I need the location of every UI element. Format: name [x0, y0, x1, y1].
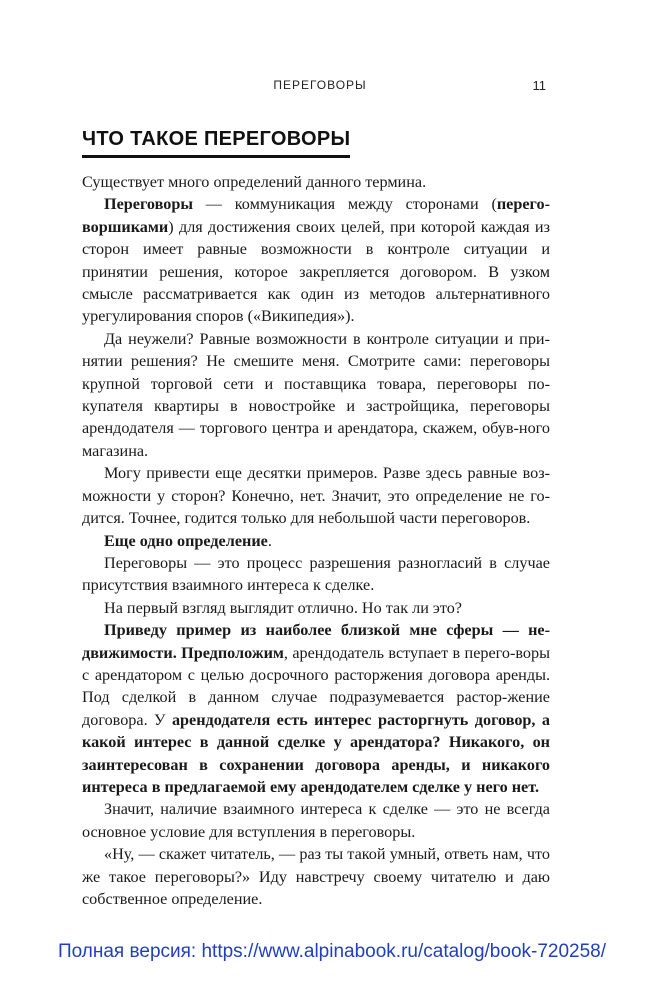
paragraph-2 [82, 193, 550, 327]
paragraph-1: Существует много определений данного термина. [82, 173, 427, 191]
paragraph-2-text-1: — коммуникация между сторонами ( [192, 195, 497, 214]
paragraph-9: Значит, наличие взаимного интереса к сделке — это не всегда основное условие для вступления в переговоры. [82, 800, 550, 841]
paragraph-2-text-2: ) для достижения своих целей, при которой каждая из сторон имеет равные возможности в контроле ситуации и принятии решения, которое закрепляется договором. В узком смысле рассматривается как один из методов альтернативного урегулирования споров («Википедия»). [82, 217, 550, 326]
paragraph-5 [82, 530, 550, 552]
page-number: 11 [532, 78, 546, 93]
paragraph-6: Переговоры — это процесс разрешения разногласий в случае присутствия взаимного интереса к сделке. [82, 553, 550, 595]
full-version-link[interactable]: Полная версия: https://www.alpinabook.ru/catalog/book-720258/ [57, 941, 607, 962]
term-negotiations: Переговоры [104, 195, 193, 214]
term-negotiators: перего-воршиками [82, 195, 550, 236]
paragraph-4: Могу привести еще десятки примеров. Разве здесь равные воз-можности у сторон? Конечно, нет. Значит, это определение не го-дится. Точнее, годится только для небольшой части переговоров. [82, 464, 550, 528]
running-head [0, 78, 664, 96]
chapter-title: ЧТО ТАКОЕ ПЕРЕГОВОРЫ [82, 127, 350, 158]
paragraph-8-bold-1: Приведу пример из наиболее близкой мне сферы — не-движимости. Предположим [82, 621, 550, 662]
paragraph-3: Да неужели? Равные возможности в контроле ситуации и при-нятии решения? Не смешите меня. Смотрите сами: переговоры крупной торговой сети и поставщика товара, переговоры по-купателя квартиры в новостройке и застройщика, переговоры арендодателя — торгового центра и арендатора, скажем, обув-ного магазина. [82, 329, 550, 460]
paragraph-8-bold-2: арендодателя есть интерес расторгнуть договор, а какой интерес в данной сделке у арендатора? Никакого, он заинтересован в сохранении договора аренды, и никакого интереса в предлагаемой ему арендодателем сделке у него нет. [82, 710, 551, 796]
paragraph-10: «Ну, — скажет читатель, — раз ты такой умный, ответь нам, что же такое переговоры?» Иду навстречу своему читателю и даю собственное определение. [82, 845, 550, 908]
paragraph-8 [82, 619, 550, 798]
body-text [82, 171, 550, 910]
running-title: ПЕРЕГОВОРЫ [273, 78, 367, 92]
paragraph-8-text: , арендодатель вступает в перего-воры с арендатором с целью досрочного расторжения договора аренды. Под сделкой в данном случае подразумевается растор-жение договора. У [82, 643, 550, 729]
paragraph-5-text: . [267, 531, 272, 550]
paragraph-7: На первый взгляд выглядит отлично. Но так ли это? [104, 598, 462, 617]
paragraph-5-bold: Еще одно определение [104, 531, 268, 550]
